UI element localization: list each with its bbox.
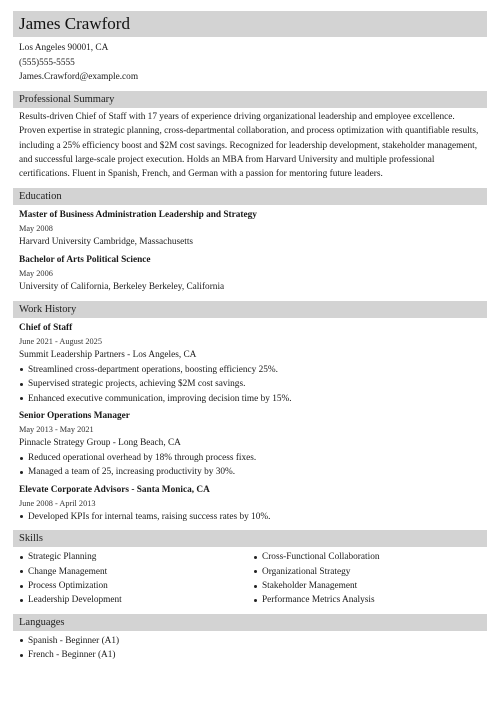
- work-list: [13, 321, 487, 524]
- job-company: Pinnacle Strategy Group - Long Beach, CA: [19, 438, 181, 449]
- contact-phone: (555)555-5555: [19, 57, 75, 68]
- job-title: Senior Operations Manager: [19, 411, 130, 422]
- summary-heading: Professional Summary: [13, 91, 487, 108]
- job-title: Elevate Corporate Advisors - Santa Monica, CA: [19, 484, 210, 495]
- skills-column-left: [19, 550, 253, 608]
- skills-heading: Skills: [13, 530, 487, 547]
- skill-item: Strategic Planning: [19, 550, 253, 564]
- skill-item: Performance Metrics Analysis: [253, 593, 487, 607]
- work-item: [19, 409, 487, 480]
- education-date: May 2008: [19, 223, 53, 233]
- job-bullet: Streamlined cross-department operations, boosting efficiency 25%.: [19, 363, 487, 377]
- education-degree: Master of Business Administration Leadership and Strategy: [19, 209, 257, 220]
- job-bullets: [19, 451, 487, 480]
- job-bullet: Developed KPIs for internal teams, raising success rates by 10%.: [19, 510, 487, 524]
- skill-item: Change Management: [19, 565, 253, 579]
- job-dates: June 2008 - April 2013: [19, 498, 96, 508]
- education-degree: Bachelor of Arts Political Science: [19, 254, 151, 265]
- job-bullet: Managed a team of 25, increasing productivity by 30%.: [19, 465, 487, 479]
- education-list: [13, 208, 487, 295]
- job-title: Chief of Staff: [19, 322, 73, 333]
- skill-item: Process Optimization: [19, 579, 253, 593]
- work-item: [19, 321, 487, 406]
- education-item: [19, 208, 487, 250]
- language-item: French - Beginner (A1): [19, 648, 487, 662]
- contact-address: Los Angeles 90001, CA: [19, 43, 109, 53]
- language-item: Spanish - Beginner (A1): [19, 634, 487, 648]
- education-school: Harvard University Cambridge, Massachusetts: [19, 236, 194, 247]
- skill-item: Organizational Strategy: [253, 565, 487, 579]
- job-bullet: Reduced operational overhead by 18% through process fixes.: [19, 451, 487, 465]
- skill-item: Stakeholder Management: [253, 579, 487, 593]
- education-heading: Education: [13, 188, 487, 205]
- work-heading: Work History: [13, 301, 487, 318]
- work-item: [19, 483, 487, 524]
- education-school: University of California, Berkeley Berkeley, California: [19, 281, 225, 292]
- education-date: May 2006: [19, 268, 53, 278]
- skills-column-right: [253, 550, 487, 608]
- skills-grid: [13, 550, 487, 608]
- languages-heading: Languages: [13, 614, 487, 631]
- summary-text: Results-driven Chief of Staff with 17 years of experience driving organizational leadership and employee excellence. Proven expertise in strategic planning, cross-departmental collaboration, and process optimization with quantifiable results, including a 25% efficiency boost and $2M cost savings. Recognized for leadership development, stakeholder management, and successful large-scale project execution. Holds an MBA from Harvard University and multiple professional certifications. Fluent in Spanish, French, and German with a passion for mentoring future leaders.: [19, 111, 479, 180]
- job-bullet: Enhanced executive communication, improving decision time by 15%.: [19, 392, 487, 406]
- job-dates: June 2021 - August 2025: [19, 336, 102, 346]
- job-company: Summit Leadership Partners - Los Angeles, CA: [19, 349, 197, 360]
- skill-item: Cross-Functional Collaboration: [253, 550, 487, 564]
- education-item: [19, 253, 487, 295]
- languages-bullets: [19, 634, 487, 663]
- job-bullets: [19, 363, 487, 406]
- languages-list: [13, 634, 487, 663]
- job-dates: May 2013 - May 2021: [19, 425, 94, 435]
- skill-item: Leadership Development: [19, 593, 253, 607]
- job-bullets: [19, 510, 487, 524]
- job-bullet: Supervised strategic projects, achieving $2M cost savings.: [19, 377, 487, 391]
- candidate-name: James Crawford: [13, 11, 487, 37]
- contact-block: [13, 41, 487, 85]
- contact-email: James.Crawford@example.com: [19, 72, 139, 83]
